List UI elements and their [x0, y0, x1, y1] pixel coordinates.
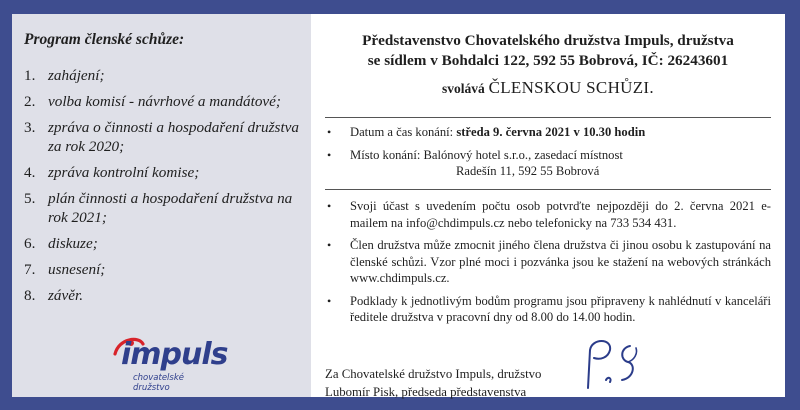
program-panel [12, 14, 311, 397]
signature-block [325, 365, 541, 401]
meeting-details [325, 124, 771, 186]
divider [325, 117, 771, 118]
item-number: 5. [24, 190, 36, 207]
datetime-value: středa 9. června 2021 v 10.30 hodin [456, 125, 646, 139]
item-number: 1. [24, 67, 36, 84]
note-item: • Člen družstva může zmocnit jiného člena družstva či jinou osobu k zastupování na členské schůzi. Vzor plné moci i pozvánka jsou ke stažení na webových stránkách www.chdimpuls.cz. [325, 237, 771, 287]
item-number: 3. [24, 119, 36, 136]
list-item [24, 118, 306, 156]
datetime-item [325, 124, 771, 141]
item-number: 2. [24, 93, 36, 110]
item-text: plán činnosti a hospodaření družstva na rok 2021; [48, 190, 293, 226]
handwritten-signature-icon [578, 332, 648, 394]
program-list [24, 66, 306, 312]
logo-word: impuls [121, 337, 228, 372]
item-number: 4. [24, 164, 36, 181]
list-item [24, 189, 306, 227]
program-title: Program členské schůze: [24, 31, 185, 48]
invitation-panel [311, 14, 785, 397]
convenes-word: svolává [442, 81, 485, 96]
item-text: závěr. [48, 287, 84, 304]
list-item [24, 66, 306, 85]
item-text: zahájení; [48, 67, 105, 84]
item-number: 8. [24, 287, 36, 304]
place-line-2: Radešín 11, 592 55 Bobrová [456, 164, 600, 178]
header [311, 31, 785, 71]
place-line-1: Balónový hotel s.r.o., zasedací místnost [423, 147, 623, 162]
place-label: Místo konání: [350, 147, 421, 162]
item-number: 7. [24, 261, 36, 278]
list-item [24, 163, 306, 182]
datetime-label: Datum a čas konání: [350, 125, 454, 139]
place-item [325, 147, 771, 180]
item-text: volba komisí - návrhové a mandátové; [48, 93, 281, 110]
item-number: 6. [24, 235, 36, 252]
item-text: zpráva kontrolní komise; [48, 164, 200, 181]
item-text: zpráva o činnosti a hospodaření družstva za rok 2020; [48, 119, 300, 155]
convenes-title [311, 78, 785, 98]
impuls-logo [109, 336, 228, 393]
list-item [24, 286, 306, 305]
note-item: • Podklady k jednotlivým bodům programu jsou připraveny k nahlédnutí v kanceláři ředitele družstva v pracovní dny od 8.00 do 14.00 hodin. [325, 293, 771, 326]
header-line-1: Představenstvo Chovatelského družstva Impuls, družstva [362, 32, 734, 49]
list-item [24, 92, 306, 111]
list-item [24, 234, 306, 253]
note-item: • Svoji účast s uvedením počtu osob potvrďte nejpozději do 2. června 2021 e-mailem na info@chdimpuls.cz nebo telefonicky na 733 534 431. [325, 198, 771, 231]
notes-list [325, 198, 771, 332]
logo-subtitle: chovatelské družstvo [133, 373, 185, 393]
item-text: usnesení; [48, 261, 106, 278]
meeting-title: ČLENSKOU SCHŮZI. [488, 78, 654, 97]
list-item [24, 260, 306, 279]
divider [325, 189, 771, 190]
header-line-2: se sídlem v Bohdalci 122, 592 55 Bobrová, IČ: 26243601 [367, 52, 729, 69]
signature-line-1: Za Chovatelské družstvo Impuls, družstvo [325, 367, 542, 381]
item-text: diskuze; [48, 235, 98, 252]
signature-line-2: Lubomír Pisk, předseda představenstva [325, 385, 527, 399]
